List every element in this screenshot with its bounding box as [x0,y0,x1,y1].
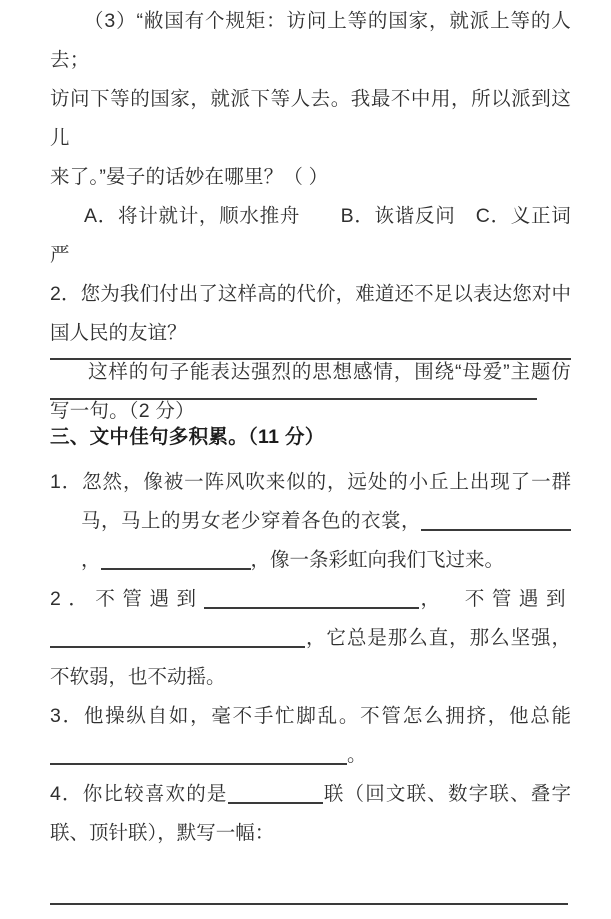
item-3-text: 他操纵自如，毫不手忙脚乱。不管怎么拥挤，他总能 [83,705,571,727]
item-4-part-2: 联（回文联、数字联、叠字联、顶针联），默写一幅： [50,783,571,844]
question-2-number: 2． [50,283,81,305]
item-2-number: 2． [50,588,96,610]
section-three-item-1 [50,463,571,580]
item-4-part-1: 你比较喜欢的是 [82,783,228,805]
item-1-part-1: 忽然，像被一阵风吹来似的，远处的小丘上出现了一群马，马上的男女老少穿着各色的衣裳， [81,471,571,532]
question-2-body: 您为我们付出了这样高的代价，难道还不足以表达您对中国人民的友谊？ [50,283,571,344]
item-4-blank[interactable] [228,784,323,804]
section-three-heading: 三、文中佳句多积累。（11 分） [50,426,325,448]
question-3-block [50,0,571,275]
item-3-blank[interactable] [50,745,347,765]
section-three-item-2 [50,580,571,697]
answer-line-3[interactable] [50,903,568,905]
item-1-mid: ， [81,549,101,571]
section-three [50,418,571,853]
question-3-line-2: 访问下等的国家，就派下等人去。我最不中用，所以派到这儿 [50,88,571,149]
item-2-blank-1[interactable] [204,589,419,609]
question-2-block [50,275,571,431]
item-1-blank-2[interactable] [101,550,251,570]
section-three-item-4 [50,775,571,853]
answer-line-1[interactable] [50,358,571,360]
item-2-lead: 不管遇到 [95,588,204,610]
item-4-number: 4． [50,783,83,805]
question-3-line-3: 来了。”晏子的话妙在哪里？（ ） [50,166,329,188]
question-3-options: A．将计就计，顺水推舟 B．诙谐反问 C．义正词严 [50,205,571,266]
item-2-blank-2[interactable] [50,628,305,648]
answer-line-2[interactable] [50,398,537,400]
item-1-blank-1[interactable] [421,511,571,531]
question-3-line-1: （3）“敝国有个规矩：访问上等的国家，就派上等的人去； [50,10,571,71]
item-1-part-2: ，像一条彩虹向我们飞过来。 [250,549,505,571]
item-3-number: 3． [50,705,84,727]
item-3-tail: 。 [347,744,367,766]
question-2-prompt: 这样的句子能表达强烈的思想感情，围绕“母爱”主题仿写一句。（2 分） [50,361,571,422]
question-2-text [50,275,571,353]
item-1-number: 1． [50,471,83,493]
item-2-mid: ， 不管遇到 [418,588,571,610]
item-2-tail: ，它总是那么直，那么坚强，不软弱，也不动摇。 [50,627,571,688]
section-three-item-3 [50,697,571,775]
